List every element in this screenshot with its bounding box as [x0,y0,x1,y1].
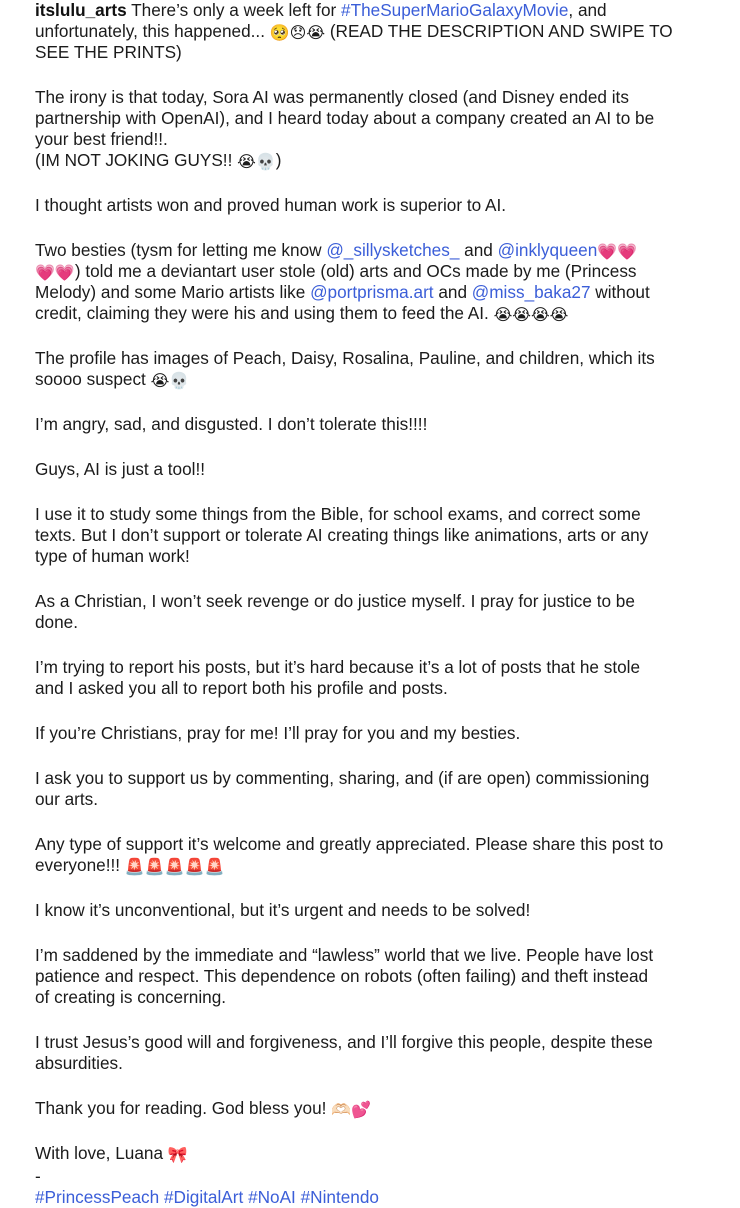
caption-paragraph-intro: itslulu_arts There’s only a week left for #TheSuperMarioGalaxyMovie, and unfortunately, this happened... 🥺😞😭 (READ THE DESCRIPTION AND SWIPE TO SEE THE PRINTS) [35,0,673,62]
caption-paragraph-signoff: With love, Luana 🎀 [35,1143,188,1164]
caption-paragraph-angry: I’m angry, sad, and disgusted. I don’t tolerate this!!!! [35,414,428,434]
caption-paragraph-tool: Guys, AI is just a tool!! [35,459,206,479]
crying-faces-emoji: 🥺😞😭 [269,23,326,42]
caption-paragraph-forgive: I trust Jesus’s good will and forgiveness, and I’ll forgive this people, despite these absurdities. [35,1032,653,1073]
post-caption [35,0,725,1208]
caption-paragraph-report: I’m trying to report his posts, but it’s hard because it’s a lot of posts that he stole and I asked you all to report both his profile and posts. [35,657,641,698]
pink-hearts-emoji: 💗💗 [597,242,638,261]
caption-paragraph-pray: If you’re Christians, pray for me! I’ll pray for you and my besties. [35,723,521,743]
caption-paragraph-artists: I thought artists won and proved human work is superior to AI. [35,195,506,215]
crying-faces-emoji: 😭😭😭😭 [493,305,569,324]
caption-paragraph-usage: I use it to study some things from the Bible, for school exams, and correct some texts. But I don’t support or tolerate AI creating things like animations, arts or any type of human work! [35,504,649,566]
caption-hashtags [35,1166,725,1208]
caption-paragraph-share: Any type of support it’s welcome and greatly appreciated. Please share this post to everyone!!! 🚨🚨🚨🚨🚨 [35,834,664,876]
separator-dash: - [35,1166,41,1186]
username-link[interactable]: itslulu_arts [35,0,127,20]
caption-paragraph-christian: As a Christian, I won’t seek revenge or do justice myself. I pray for justice to be done. [35,591,635,632]
caption-paragraph-profile: The profile has images of Peach, Daisy, Rosalina, Pauline, and children, which its soooo suspect 😭💀 [35,348,655,390]
caption-paragraph-saddened: I’m saddened by the immediate and “lawless” world that we live. People have lost patience and respect. This dependence on robots (often failing) and theft instead of creating is concerning. [35,945,654,1007]
hashtag-link[interactable]: #PrincessPeach [35,1187,160,1207]
crying-skull-emoji: 😭💀 [237,152,276,171]
ribbon-emoji: 🎀 [167,1145,188,1164]
caption-paragraph-thanks: Thank you for reading. God bless you! 🫶🏻💕 [35,1098,372,1119]
caption-paragraph-support: I ask you to support us by commenting, sharing, and (if are open) commissioning our arts. [35,768,650,809]
two-hearts-emoji: 💕 [351,1100,372,1119]
pink-hearts-emoji: 💗💗 [35,263,75,282]
heart-hands-emoji: 🫶🏻 [331,1100,352,1119]
mention-link-missbaka27[interactable]: @miss_baka27 [471,282,591,302]
caption-paragraph-urgent: I know it’s unconventional, but it’s urgent and needs to be solved! [35,900,531,920]
mention-link-inklyqueen[interactable]: @inklyqueen [497,240,598,260]
hashtag-link-supermariogalaxymovie[interactable]: #TheSuperMarioGalaxyMovie [341,0,569,20]
hashtag-link[interactable]: #Nintendo [300,1187,379,1207]
mention-link-portprisma[interactable]: @portprisma.art [310,282,434,302]
hashtag-link[interactable]: #NoAI [248,1187,296,1207]
crying-skull-emoji: 😭💀 [150,371,190,390]
caption-paragraph-irony: The irony is that today, Sora AI was permanently closed (and Disney ended its partnership with OpenAI), and I heard today about a company created an AI to be your best friend!!. (IM NOT JOKING GUYS!! 😭💀) [35,87,655,171]
siren-emoji: 🚨🚨🚨🚨🚨 [124,857,225,876]
hashtag-link[interactable]: #DigitalArt [163,1187,244,1207]
mention-link-sillysketches[interactable]: @_sillysketches_ [326,240,460,260]
caption-paragraph-besties: Two besties (tysm for letting me know @_sillysketches_ and @inklyqueen💗💗 💗💗) told me a deviantart user stole (old) arts and OCs made by me (Princess Melody) and some Mario artists like @portprisma.art and @miss_baka27 without credit, claiming they were his and using them to feed the AI. 😭😭😭😭 [35,240,650,324]
